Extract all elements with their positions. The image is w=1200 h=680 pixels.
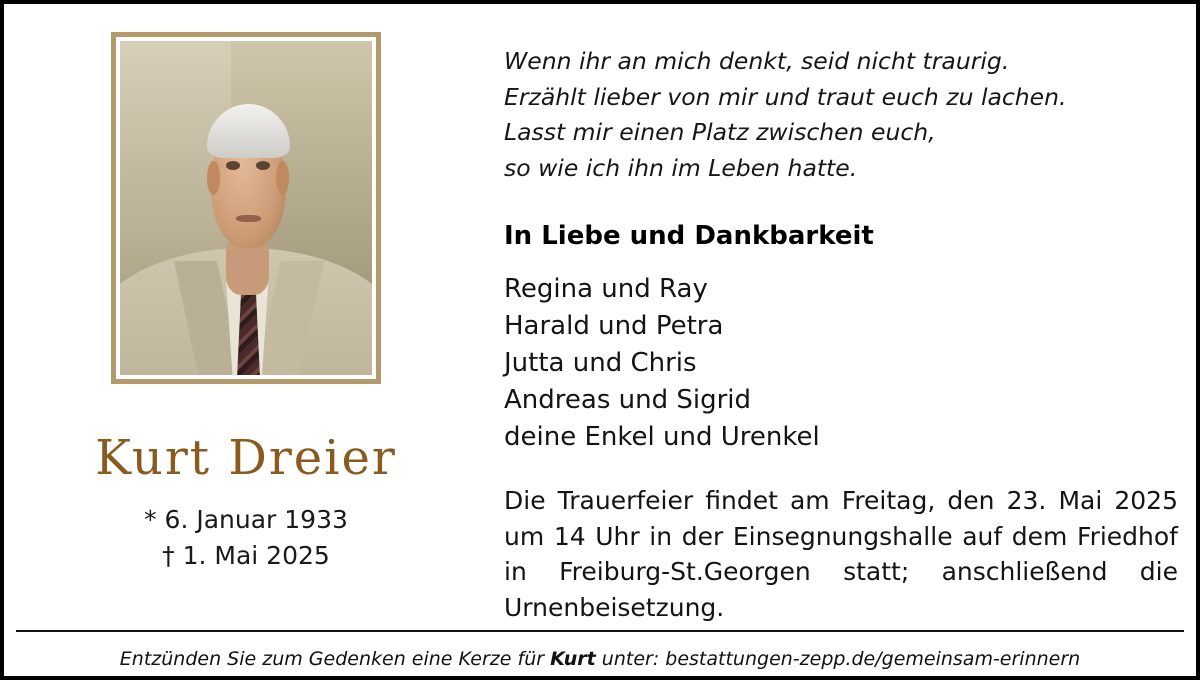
- photo-ear-right: [276, 161, 289, 194]
- right-column: [476, 14, 1184, 630]
- life-dates: [144, 502, 348, 575]
- footer-prefix: Entzünden Sie zum Gedenken eine Kerze für: [119, 648, 551, 670]
- footer-middle: unter:: [595, 648, 666, 670]
- funeral-service-details: Die Trauerfeier findet am Freitag, den 23. Mai 2025 um 14 Uhr in der Einsegnungshalle auf dem Friedhof in Freiburg-St.Georgen statt; anschließend die Urnenbeisetzung.: [504, 486, 1178, 622]
- photo-eye-right: [256, 161, 270, 170]
- portrait-photo: [120, 41, 372, 375]
- deceased-name: Kurt Dreier: [95, 430, 397, 486]
- photo-neck: [226, 241, 269, 294]
- left-column: [16, 14, 476, 630]
- memorial-poem: [504, 44, 1178, 187]
- family-member: Jutta und Chris: [504, 347, 697, 378]
- poem-line: Wenn ihr an mich denkt, seid nicht traurig.: [504, 47, 1010, 75]
- family-member: Andreas und Sigrid: [504, 384, 751, 415]
- memorial-url[interactable]: bestattungen-zepp.de/gemeinsam-erinnern: [665, 648, 1081, 670]
- footer-candle-note: [4, 648, 1196, 670]
- family-member: Harald und Petra: [504, 310, 724, 341]
- photo-mouth: [236, 215, 261, 222]
- poem-line: Erzählt lieber von mir und traut euch zu lachen.: [504, 82, 1067, 111]
- death-date: † 1. Mai 2025: [162, 541, 330, 571]
- footer-name: Kurt: [550, 648, 596, 670]
- birth-date: * 6. Januar 1933: [144, 505, 348, 534]
- family-member: Regina und Ray: [504, 273, 708, 304]
- footer-divider: [16, 630, 1184, 632]
- dedication-heading: In Liebe und Dankbarkeit: [504, 220, 874, 251]
- photo-ear-left: [207, 161, 220, 194]
- family-list: [504, 271, 1178, 456]
- poem-line: Lasst mir einen Platz zwischen euch,: [504, 118, 936, 147]
- portrait-frame: [111, 32, 381, 384]
- poem-line: so wie ich ihn im Leben hatte.: [504, 154, 858, 183]
- notice-content: [16, 14, 1184, 630]
- family-member: deine Enkel und Urenkel: [504, 421, 820, 452]
- photo-eye-left: [226, 161, 240, 170]
